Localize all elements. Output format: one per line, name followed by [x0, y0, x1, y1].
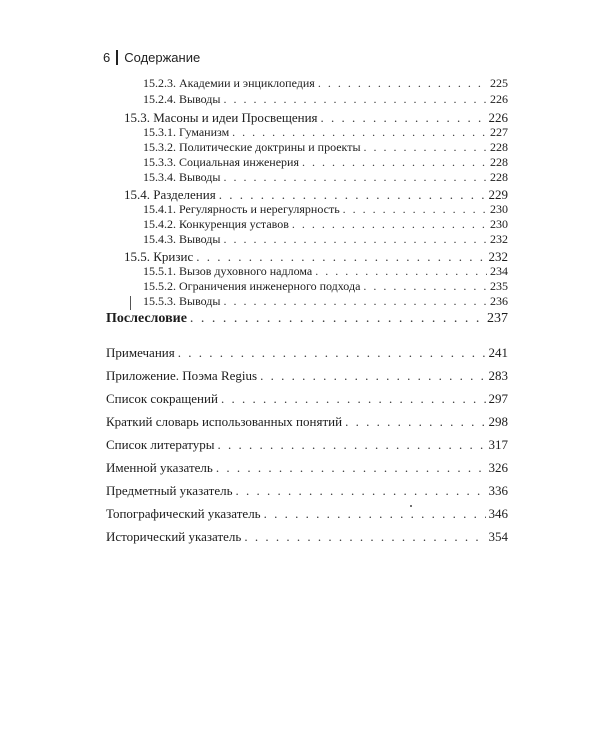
- toc-entry[interactable]: [124, 110, 508, 126]
- toc-entry-page: 234: [490, 264, 508, 278]
- toc-entry-title: Предметный указатель: [106, 483, 233, 498]
- leader-dots: [232, 125, 487, 140]
- toc-entry-page: 298: [488, 414, 508, 429]
- toc-entry-page: 346: [488, 506, 508, 521]
- toc-entry[interactable]: [143, 76, 508, 91]
- leader-dots: [364, 140, 487, 155]
- toc-entry-title: Топографический указатель: [106, 506, 261, 521]
- toc-entry-page: 228: [490, 140, 508, 154]
- toc-entry-title: 15.2.3. Академии и энциклопедия: [143, 76, 315, 90]
- toc-entry[interactable]: [143, 202, 508, 217]
- leader-dots: [260, 368, 485, 384]
- toc-entry[interactable]: [106, 483, 508, 499]
- toc-entry[interactable]: [143, 217, 508, 232]
- leader-dots: [223, 294, 487, 309]
- toc-entry-page: 236: [490, 294, 508, 308]
- toc-entry[interactable]: [143, 232, 508, 247]
- toc-entry[interactable]: [106, 368, 508, 384]
- toc-entry-page: 230: [490, 202, 508, 216]
- toc-entry[interactable]: [106, 460, 508, 476]
- toc-entry[interactable]: [124, 187, 508, 203]
- toc-entry[interactable]: [143, 264, 508, 279]
- leader-dots: [315, 264, 487, 279]
- toc-entry-page: 229: [488, 187, 508, 202]
- toc-entry-page: 228: [490, 170, 508, 184]
- toc-entry-page: 237: [487, 311, 508, 326]
- toc-entry-page: 227: [490, 125, 508, 139]
- toc-entry-title: Примечания: [106, 345, 175, 360]
- toc-entry-title: 15.4. Разделения: [124, 187, 216, 202]
- toc-entry-page: 297: [488, 391, 508, 406]
- leader-dots: [178, 345, 486, 361]
- header-divider: [116, 50, 118, 65]
- toc-entry-page: 283: [488, 368, 508, 383]
- margin-pencil-mark: [130, 296, 131, 310]
- toc-entry[interactable]: [143, 140, 508, 155]
- toc-entry[interactable]: [106, 529, 508, 545]
- leader-dots: [223, 92, 487, 107]
- leader-dots: [244, 529, 485, 545]
- toc-entry-title: Именной указатель: [106, 460, 213, 475]
- leader-dots: [218, 437, 486, 453]
- leader-dots: [216, 460, 486, 476]
- leader-dots: [219, 187, 486, 203]
- leader-dots: [190, 311, 484, 327]
- leader-dots: [221, 391, 486, 407]
- toc-entry-page: 232: [490, 232, 508, 246]
- toc-entry-title: Послесловие: [106, 311, 187, 326]
- leader-dots: [321, 110, 486, 126]
- leader-dots: [292, 217, 487, 232]
- leader-dots: [318, 76, 487, 91]
- toc-entry[interactable]: [106, 414, 508, 430]
- toc-entry[interactable]: [143, 125, 508, 140]
- toc-entry-title: 15.3.4. Выводы: [143, 170, 221, 184]
- leader-dots: [196, 249, 485, 265]
- toc-entry-title: 15.5.1. Вызов духовного надлома: [143, 264, 313, 278]
- toc-entry[interactable]: [106, 311, 508, 327]
- toc-entry[interactable]: [143, 92, 508, 107]
- toc-entry-title: 15.4.1. Регулярность и нерегулярность: [143, 202, 340, 216]
- running-header: [103, 50, 200, 65]
- toc-entry[interactable]: [143, 155, 508, 170]
- page-number: 6: [103, 50, 111, 65]
- toc-entry-page: 225: [490, 76, 508, 90]
- toc-entry-title: 15.3.2. Политические доктрины и проекты: [143, 140, 361, 154]
- toc-entry-title: 15.5.3. Выводы: [143, 294, 221, 308]
- toc-entry-page: 326: [488, 460, 508, 475]
- toc-entry[interactable]: [106, 345, 508, 361]
- toc-entry-page: 317: [488, 437, 508, 452]
- leader-dots: [343, 202, 487, 217]
- toc-entry-page: 232: [488, 249, 508, 264]
- toc-entry[interactable]: [124, 249, 508, 265]
- toc-entry-page: 226: [488, 110, 508, 125]
- toc-entry-page: 228: [490, 155, 508, 169]
- toc-entry-title: 15.5.2. Ограничения инженерного подхода: [143, 279, 361, 293]
- leader-dots: [236, 483, 486, 499]
- leader-dots: [302, 155, 487, 170]
- toc-entry[interactable]: [106, 437, 508, 453]
- leader-dots: [223, 170, 487, 185]
- toc-entry-title: 15.3. Масоны и идеи Просвещения: [124, 110, 318, 125]
- toc-entry-title: 15.4.2. Конкуренция уставов: [143, 217, 289, 231]
- section-title: Содержание: [124, 50, 201, 65]
- toc-entry[interactable]: [106, 506, 508, 522]
- toc-entry[interactable]: [143, 294, 508, 309]
- toc-entry-title: Краткий словарь использованных понятий: [106, 414, 343, 429]
- toc-entry-title: Список сокращений: [106, 391, 218, 406]
- toc-entry-page: 336: [488, 483, 508, 498]
- toc-entry-page: 241: [488, 345, 508, 360]
- toc-entry-title: 15.3.3. Социальная инженерия: [143, 155, 299, 169]
- toc-entry-title: Приложение. Поэма Regius: [106, 368, 258, 383]
- toc-entry-page: 235: [490, 279, 508, 293]
- toc-entry-title: Список литературы: [106, 437, 215, 452]
- toc-entry-title: 15.5. Кризис: [124, 249, 194, 264]
- leader-dots: [345, 414, 485, 430]
- leader-dots: [264, 506, 486, 522]
- leader-dots: [223, 232, 487, 247]
- toc-entry-page: 230: [490, 217, 508, 231]
- toc-entry[interactable]: [143, 170, 508, 185]
- leader-dots: [363, 279, 487, 294]
- toc-entry-title: 15.4.3. Выводы: [143, 232, 221, 246]
- toc-entry-page: 226: [490, 92, 508, 106]
- toc-entry-page: 354: [488, 529, 508, 544]
- scan-speck: [410, 505, 412, 507]
- toc-entry-title: Исторический указатель: [106, 529, 242, 544]
- toc-entry[interactable]: [143, 279, 508, 294]
- toc-entry-title: 15.2.4. Выводы: [143, 92, 221, 106]
- toc-entry[interactable]: [106, 391, 508, 407]
- toc-entry-title: 15.3.1. Гуманизм: [143, 125, 230, 139]
